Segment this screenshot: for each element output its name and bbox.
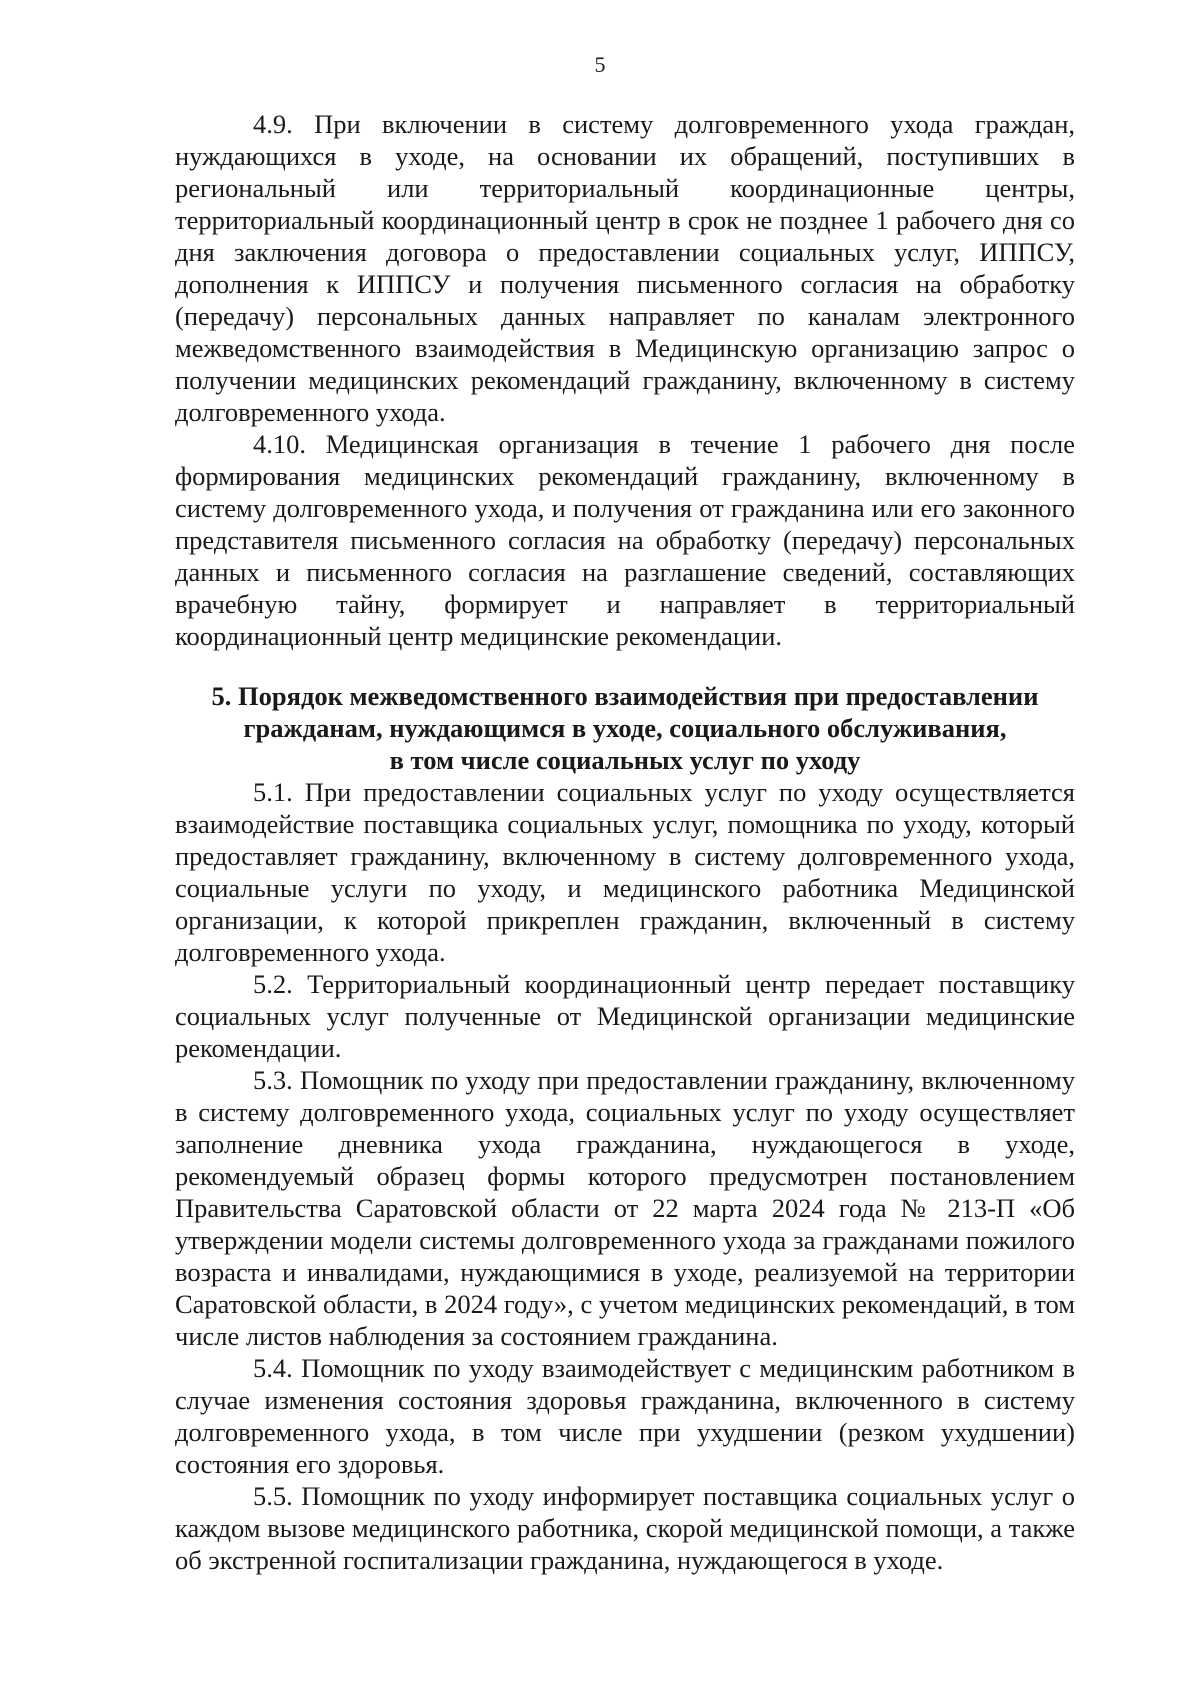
page-number: 5 <box>594 52 606 77</box>
paragraph-4-10: 4.10. Медицинская организация в течение 1 рабочего дня после формирования медицинских рекомендаций гражданину, включенному в систему долговременного ухода, и получения от гражданина или его законного представителя письменного согласия на обработку (передачу) персональных данных и письменного согласия на разглашение сведений, составляющих врачебную тайну, формирует и направляет в территориальный координационный центр медицинские рекомендации. <box>175 429 1075 651</box>
paragraph-5-4: 5.4. Помощник по уходу взаимодействует с медицинским работником в случае изменения состояния здоровья гражданина, включенного в систему долговременного ухода, в том числе при ухудшении (резком ухудшении) состояния его здоровья. <box>175 1353 1075 1479</box>
paragraph-4-9: 4.9. При включении в систему долговременного ухода граждан, нуждающихся в уходе, на основании их обращений, поступивших в региональный или территориальный координационные центры, территориальный координационный центр в срок не позднее 1 рабочего дня со дня заключения договора о предоставлении социальных услуг, ИППСУ, дополнения к ИППСУ и получения письменного согласия на обработку (передачу) персональных данных направляет по каналам электронного межведомственного взаимодействия в Медицинскую организацию запрос о получении медицинских рекомендаций гражданину, включенному в систему долговременного ухода. <box>175 109 1075 427</box>
paragraph-5-2: 5.2. Территориальный координационный центр передает поставщику социальных услуг полученные от Медицинской организации медицинские рекомендации. <box>175 969 1075 1063</box>
document-body <box>175 108 1075 1576</box>
paragraph-5-1: 5.1. При предоставлении социальных услуг по уходу осуществляется взаимодействие поставщика социальных услуг, помощника по уходу, который предоставляет гражданину, включенному в систему долговременного ухода, социальные услуги по уходу, и медицинского работника Медицинской организации, к которой прикреплен гражданин, включенный в систему долговременного ухода. <box>175 777 1075 967</box>
section-title-line: гражданам, нуждающимся в уходе, социального обслуживания, <box>243 713 1007 743</box>
section-title-line: в том числе социальных услуг по уходу <box>389 745 861 775</box>
paragraph-5-3: 5.3. Помощник по уходу при предоставлении гражданину, включенному в систему долговременного ухода, социальных услуг по уходу осуществляет заполнение дневника ухода гражданина, нуждающегося в уходе, рекомендуемый образец формы которого предусмотрен постановлением Правительства Саратовской области от 22 марта 2024 года № 213-П «Об утверждении модели системы долговременного ухода за гражданами пожилого возраста и инвалидами, нуждающимися в уходе, реализуемой на территории Саратовской области, в 2024 году», с учетом медицинских рекомендаций, в том числе листов наблюдения за состоянием гражданина. <box>175 1065 1075 1351</box>
section-5-title <box>175 680 1075 776</box>
paragraph-5-5: 5.5. Помощник по уходу информирует поставщика социальных услуг о каждом вызове медицинского работника, скорой медицинской помощи, а также об экстренной госпитализации гражданина, нуждающегося в уходе. <box>175 1481 1075 1575</box>
section-title-line: 5. Порядок межведомственного взаимодействия при предоставлении <box>211 681 1039 711</box>
